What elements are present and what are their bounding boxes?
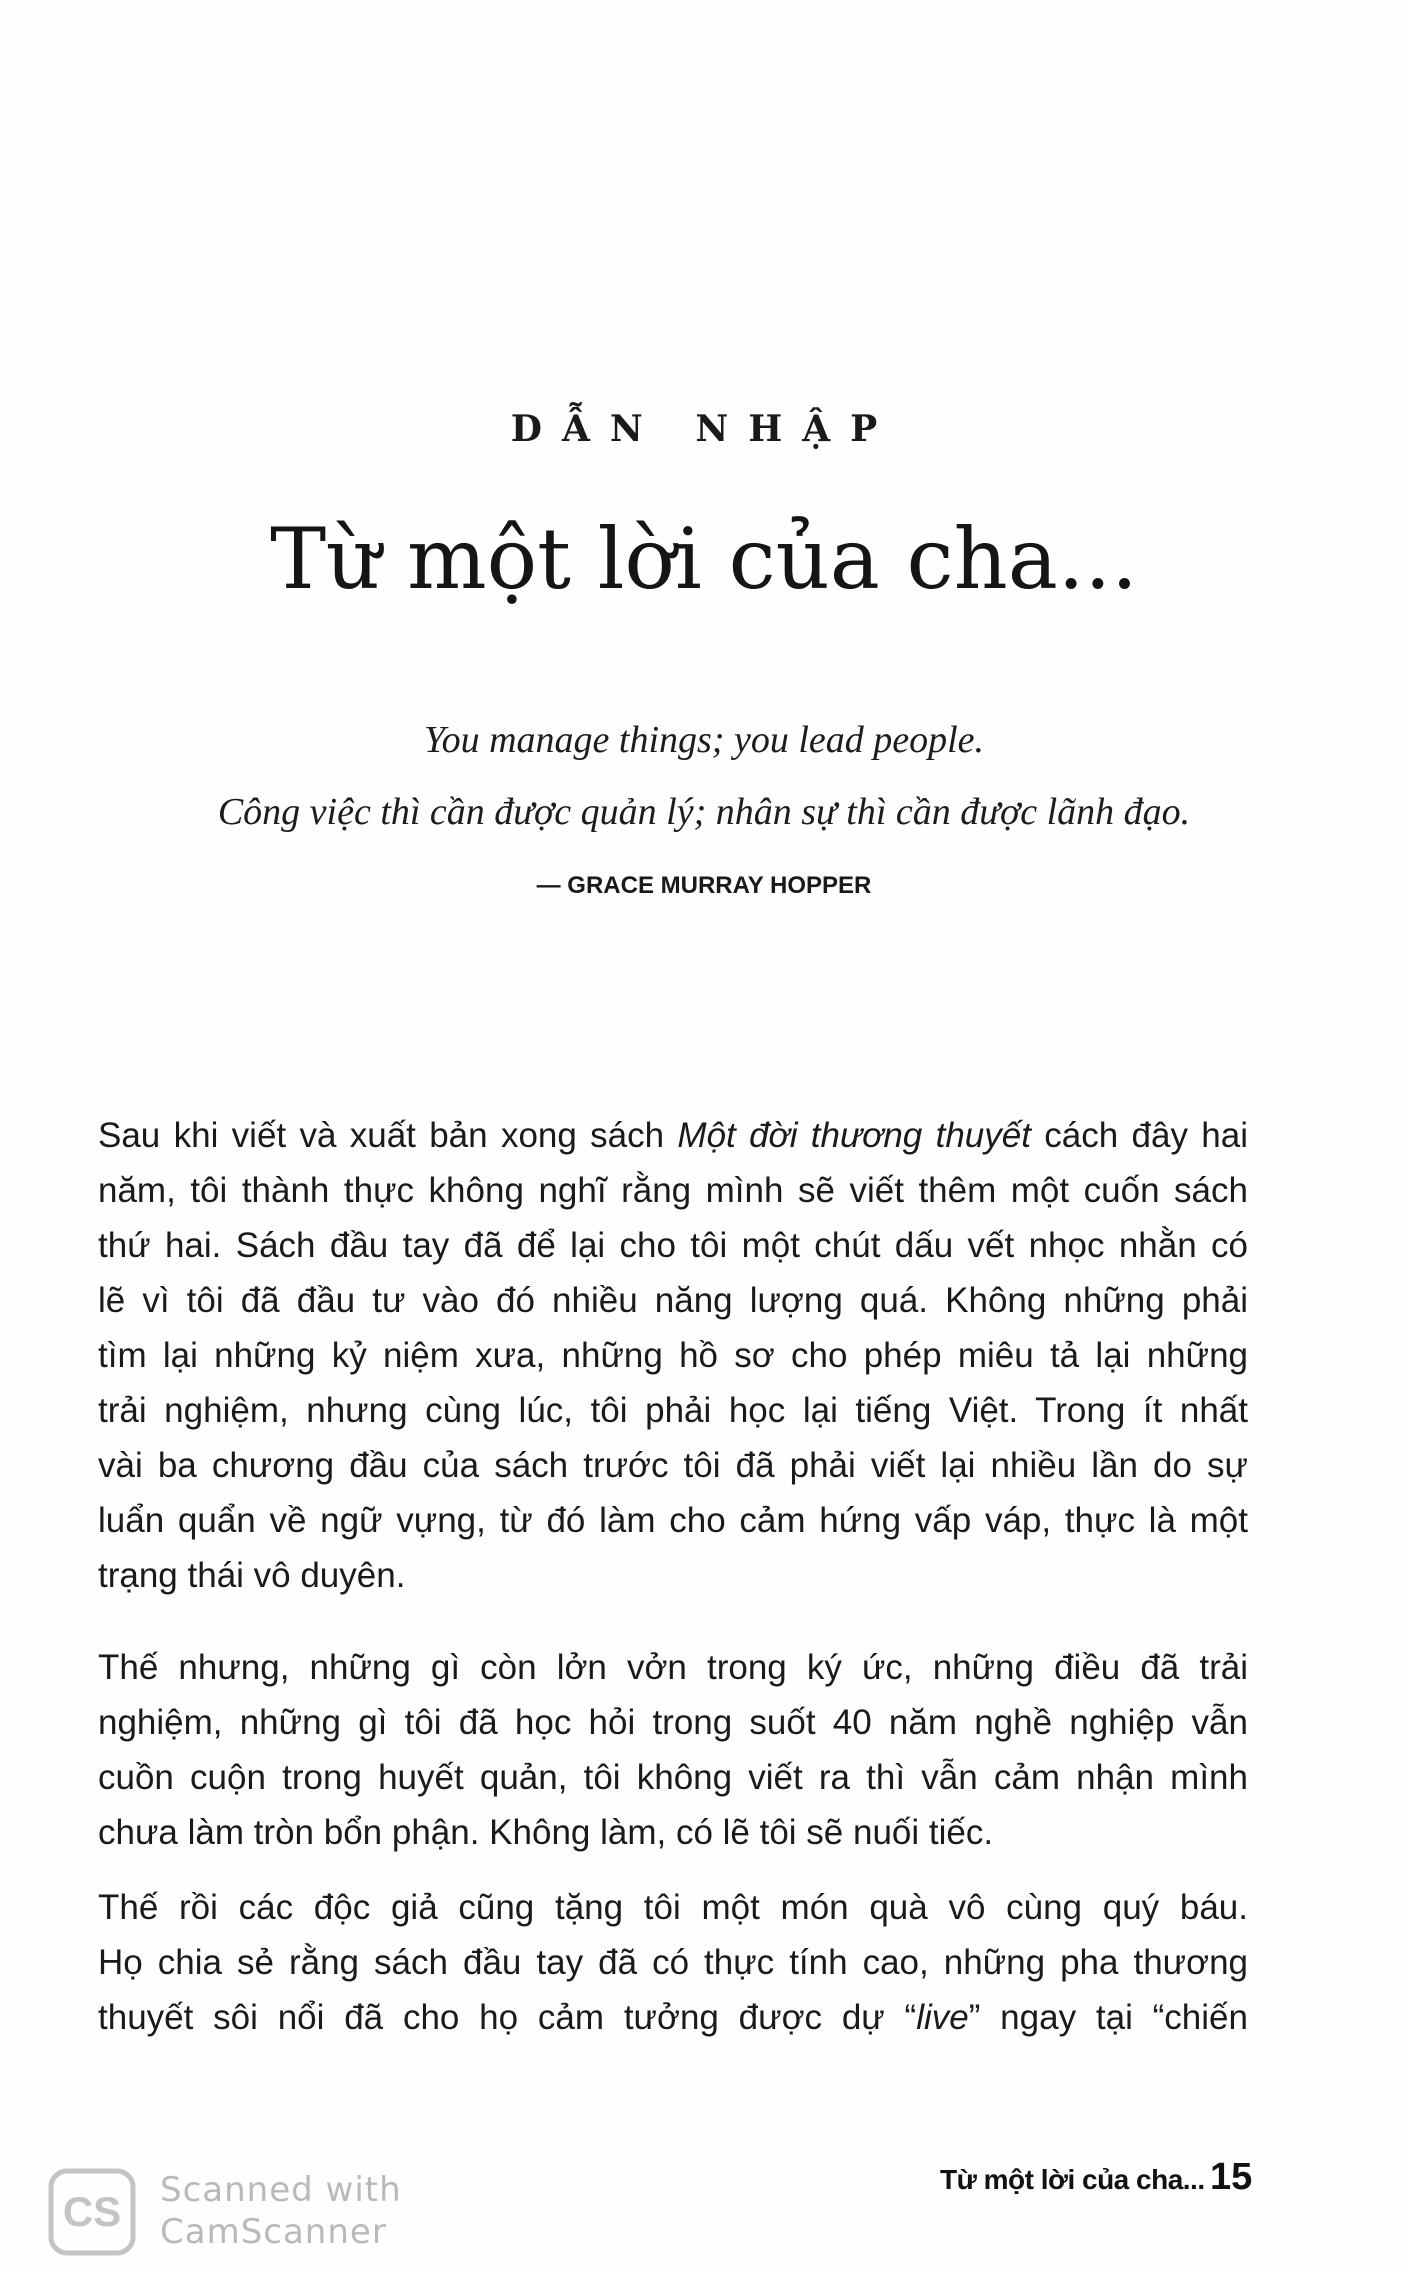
section-label: DẪN NHẬP	[510, 408, 898, 450]
paragraph-line: cuồn cuộn trong huyết quản, tôi không viết ra thì vẫn cảm nhận mình	[98, 1758, 1248, 1797]
paragraph-line: nghiệm, những gì tôi đã học hỏi trong suốt 40 năm nghề nghiệp vẫn	[98, 1703, 1248, 1742]
paragraph-1	[98, 1108, 1248, 1603]
paragraph-line: lẽ vì tôi đã đầu tư vào đó nhiều năng lượng quá. Không những phải	[98, 1281, 1248, 1320]
book-title-emphasis: Một đời thương thuyết	[677, 1116, 1031, 1155]
paragraph-line: Họ chia sẻ rằng sách đầu tay đã có thực tính cao, những pha thương	[98, 1943, 1248, 1982]
paragraph-line: trạng thái vô duyên.	[98, 1556, 406, 1595]
live-emphasis: live	[916, 1998, 969, 2037]
paragraph-line: chưa làm tròn bổn phận. Không làm, có lẽ tôi sẽ nuối tiếc.	[98, 1813, 994, 1852]
chapter-title: Từ một lời của cha...	[270, 510, 1138, 608]
paragraph-line: năm, tôi thành thực không nghĩ rằng mình sẽ viết thêm một cuốn sách	[98, 1171, 1248, 1210]
camscanner-logo-text: CS	[62, 2188, 122, 2235]
paragraph-line: thuyết sôi nổi đã cho họ cảm tưởng được dự “live” ngay tại “chiến	[98, 1998, 1248, 2037]
epigraph-english: You manage things; you lead people.	[423, 719, 985, 761]
paragraph-line: luẩn quẩn về ngữ vựng, từ đó làm cho cảm hứng vấp váp, thực là một	[98, 1501, 1248, 1540]
paragraph-line: tìm lại những kỷ niệm xưa, những hồ sơ cho phép miêu tả lại những	[98, 1336, 1248, 1375]
paragraph-line: Thế nhưng, những gì còn lởn vởn trong ký ức, những điều đã trải	[98, 1648, 1248, 1687]
watermark-line-1: Scanned with	[160, 2170, 402, 2210]
epigraph-vietnamese: Công việc thì cần được quản lý; nhân sự thì cần được lãnh đạo.	[217, 791, 1191, 833]
paragraph-3	[98, 1880, 1248, 2045]
paragraph-line: Sau khi viết và xuất bản xong sách Một đời thương thuyết cách đây hai	[98, 1116, 1248, 1155]
camscanner-logo-icon	[48, 2168, 136, 2256]
paragraph-line: Thế rồi các độc giả cũng tặng tôi một món quà vô cùng quý báu.	[98, 1888, 1248, 1927]
camscanner-watermark	[48, 2168, 408, 2258]
watermark-line-2: CamScanner	[160, 2212, 387, 2252]
paragraph-line: trải nghiệm, nhưng cùng lúc, tôi phải học lại tiếng Việt. Trong ít nhất	[98, 1391, 1248, 1430]
running-footer-title: Từ một lời của cha...	[940, 2164, 1205, 2195]
paragraph-line: vài ba chương đầu của sách trước tôi đã phải viết lại nhiều lần do sự	[98, 1446, 1248, 1485]
paragraph-line: thứ hai. Sách đầu tay đã để lại cho tôi một chút dấu vết nhọc nhằn có	[98, 1226, 1248, 1265]
epigraph-attribution: — GRACE MURRAY HOPPER	[536, 872, 872, 899]
page-number: 15	[1210, 2156, 1253, 2198]
paragraph-2	[98, 1640, 1248, 1860]
